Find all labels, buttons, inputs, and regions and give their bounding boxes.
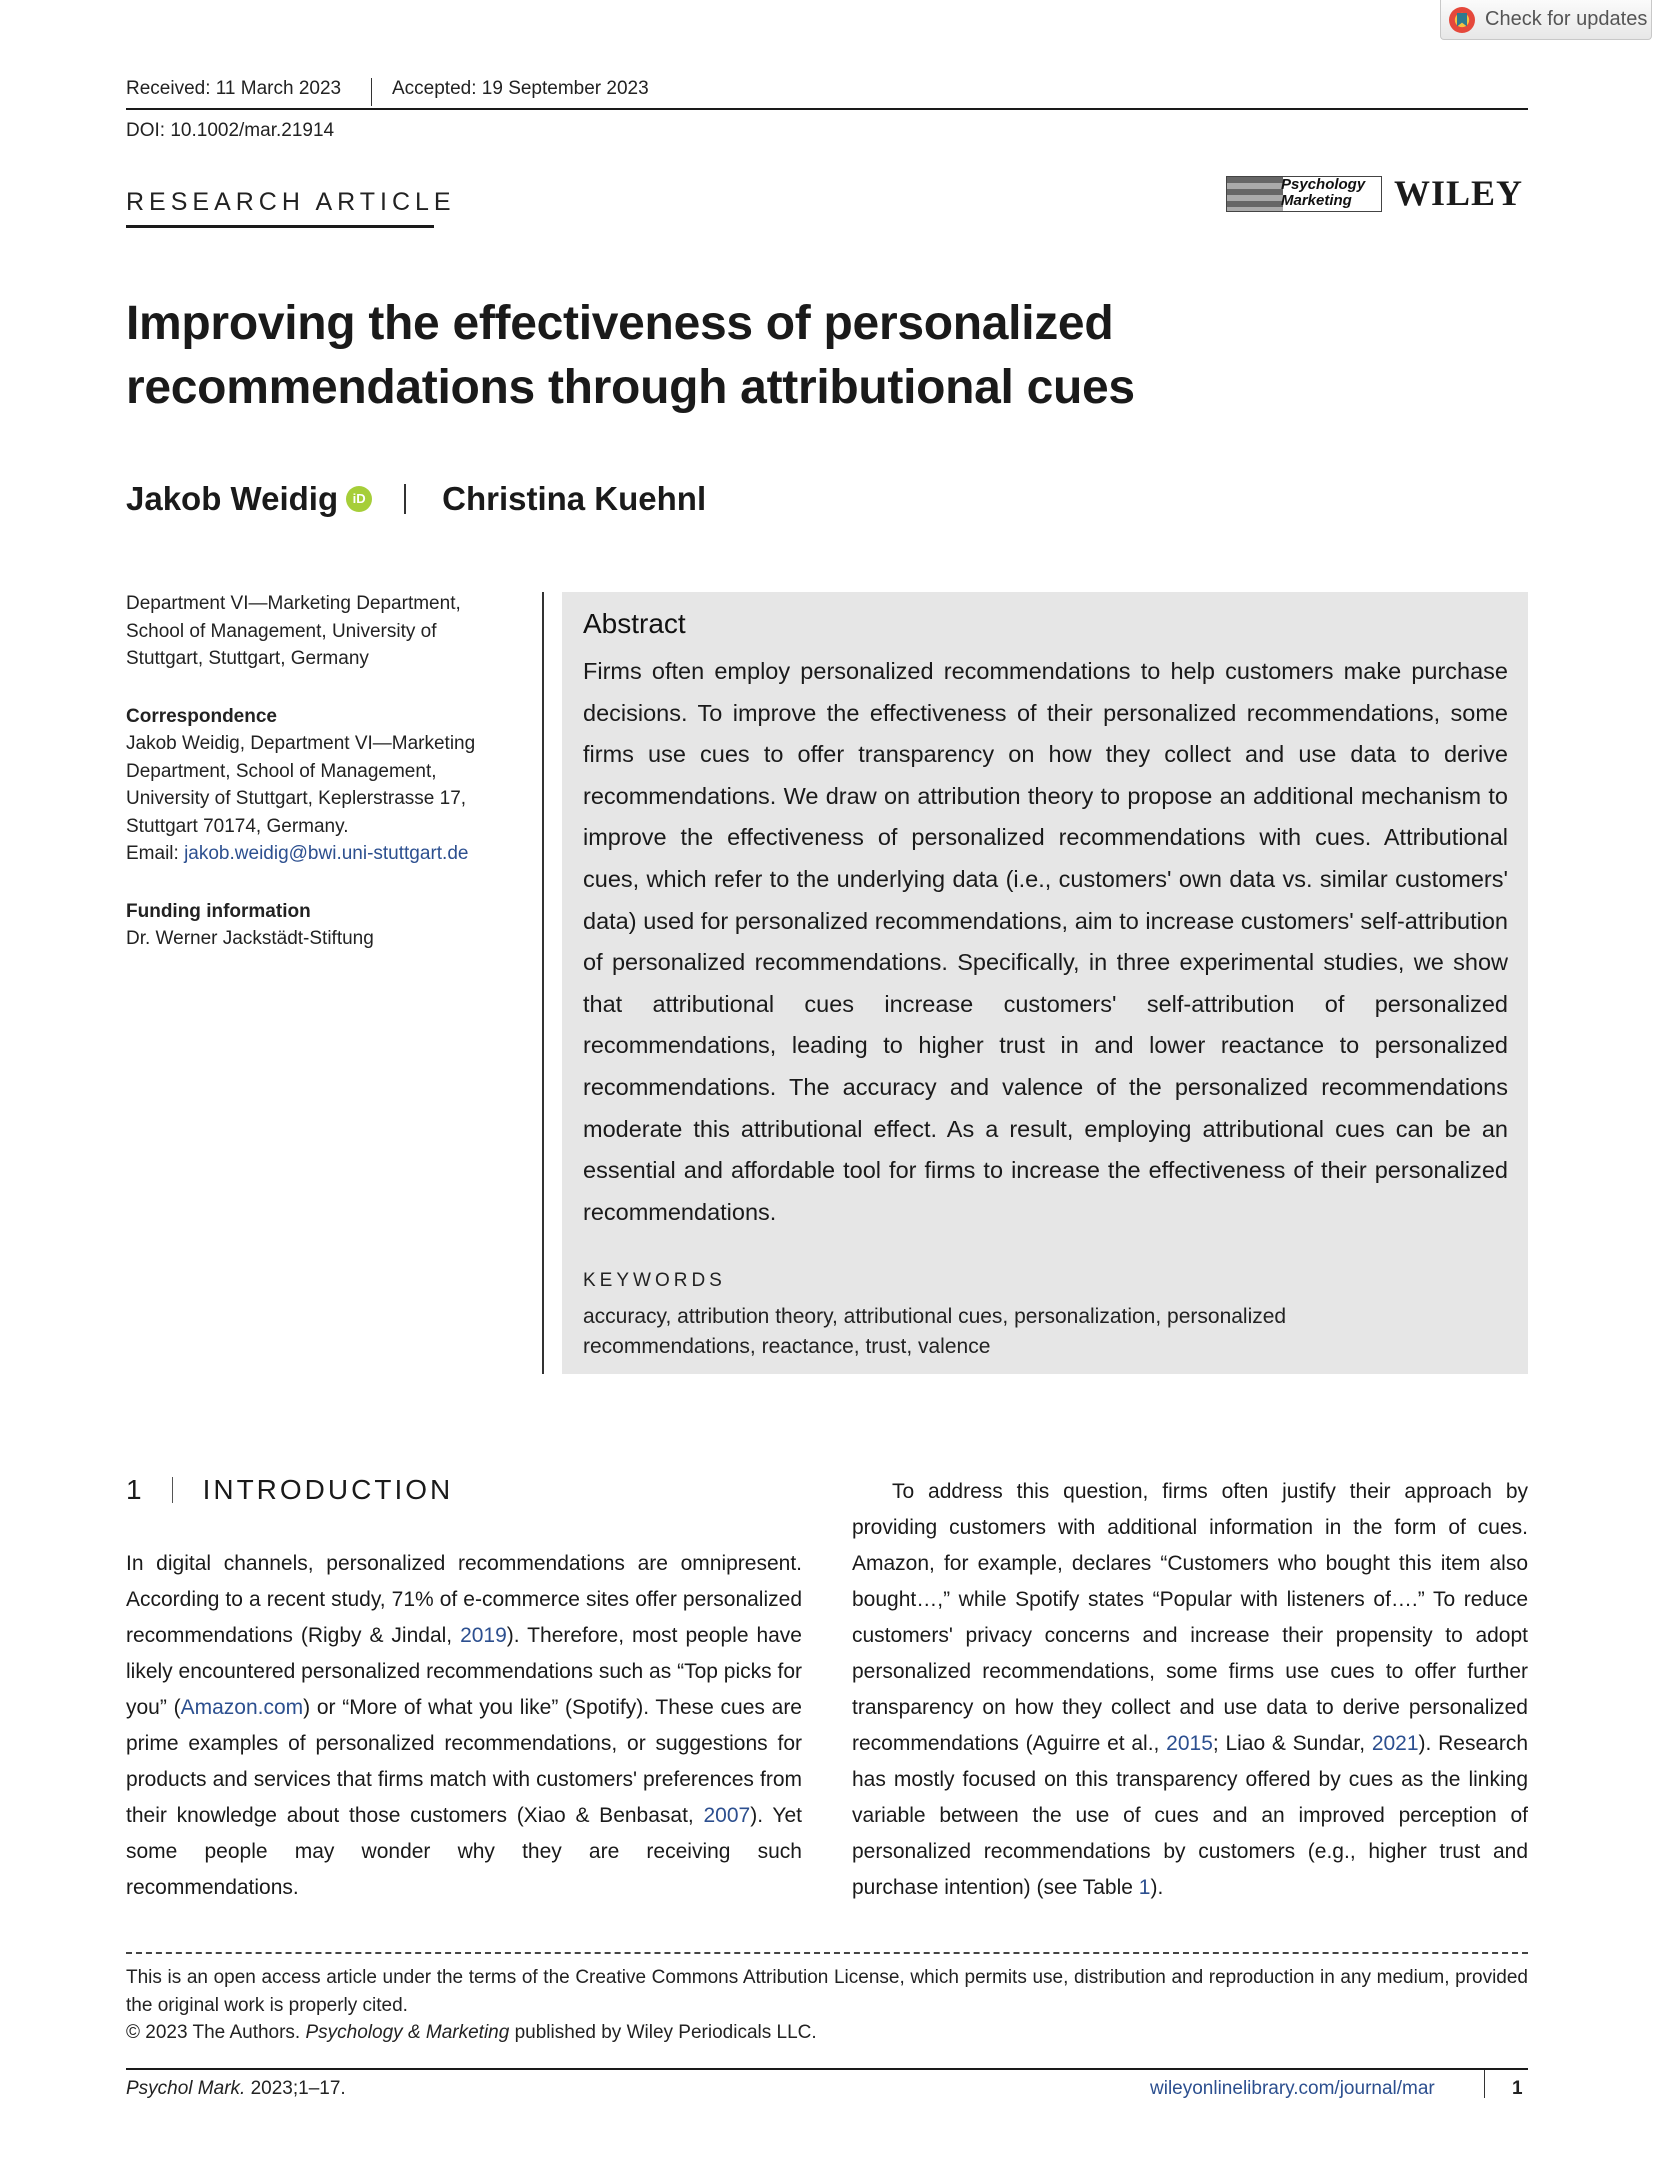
received-date: Received: 11 March 2023: [126, 78, 342, 99]
author-list: [126, 480, 706, 518]
abstract-heading: Abstract: [583, 608, 686, 639]
footnote-divider: [126, 1952, 1528, 1954]
correspondence-line: Jakob Weidig, Department VI—Marketing: [126, 733, 476, 754]
abstract-text: Firms often employ personalized recommendations to help customers make purchase decisions. To improve the effectiveness of their personalized recommendations, some firms use cues to offer transparency on how they collect and use data to derive recommendations. We draw on attribution theory to propose an additional mechanism to improve the effectiveness of personalized recommendations with cues. Attributional cues, which refer to the underlying data (i.e., customers' own data vs. similar customers' data) used for personalized recommendations, aim to increase customers' self-attribution of personalized recommendations. Specifically, in three experimental studies, we show that attributional cues increase customers' self-attribution of personalized recommendations, leading to higher trust in and lower reactance to personalized recommendations. The accuracy and valence of the personalized recommendations moderate this attributional effect. As a result, employing attributional cues can be an essential and affordable tool for firms to increase the effectiveness of their personalized recommendations.: [583, 658, 1508, 1225]
info-divider: [542, 592, 544, 1374]
check-for-updates-label: Check for updates: [1485, 8, 1648, 30]
article-type-underline: [126, 225, 434, 228]
affiliation-line: School of Management, University of: [126, 620, 437, 642]
author-link[interactable]: Jakob Weidig: [126, 480, 339, 517]
email-line: Email: jakob.weidig@bwi.uni-stuttgart.de: [126, 843, 469, 864]
journal-logo: [1226, 176, 1382, 212]
external-link[interactable]: Amazon.com: [180, 1696, 304, 1719]
keywords-text: accuracy, attribution theory, attributional cues, personalization, personalized recommendations, reactance, trust, valence: [583, 1305, 1287, 1358]
section-number: 1: [126, 1474, 142, 1505]
citation-link[interactable]: 2015: [1166, 1732, 1213, 1755]
logo-text: Psychology Marketing: [1281, 176, 1366, 209]
body-column-right: To address this question, firms often justify their approach by providing customers with additional information in the form of cues. Amazon, for example, declares “Customers who bought this item also bought…,” while Spotify states “Popular with listeners of….” To reduce customers' privacy concerns and increase their propensity to adopt personalized recommendations, some firms use cues to offer further transparency on how they collect and use data to derive personalized recommendations (Aguirre et al., 2015; Liao & Sundar, 2021). Research has mostly focused on this transparency offered by cues as the linking variable between the use of cues and an improved perception of personalized recommendations by customers (e.g., higher trust and purchase intention) (see Table 1).: [852, 1480, 1529, 1899]
email-link[interactable]: jakob.weidig@bwi.uni-stuttgart.de: [184, 843, 469, 864]
doi: DOI: 10.1002/mar.21914: [126, 120, 335, 141]
copyright-text: © 2023 The Authors. Psychology & Marketing published by Wiley Periodicals LLC.: [126, 2022, 817, 2043]
body-column-left: In digital channels, personalized recommendations are omnipresent. According to a recent study, 71% of e-commerce sites offer personalized recommendations (Rigby & Jindal, 2019). Therefore, most people have likely encountered personalized recommendations such as “Top picks for you” (Amazon.com) or “More of what you like” (Spotify). These cues are prime examples of personalized recommendations, or suggestions for products and services that firms match with customers' preferences from their knowledge about those customers (Xiao & Benbasat, 2007). Yet some people may wonder why they are receiving such recommendations.: [126, 1552, 802, 1899]
logo-bars-icon: [1227, 177, 1283, 212]
footer-rule: [126, 2068, 1528, 2070]
license-text: This is an open access article under the terms of the Creative Commons Attribution License, which permits use, distribution and reproduction in any medium, provided the original work is properly cited.: [126, 1967, 1528, 2016]
funding-text: Dr. Werner Jackstädt-Stiftung: [126, 928, 374, 949]
citation-link[interactable]: 2021: [1371, 1732, 1419, 1755]
affiliation-line: Department VI—Marketing Department,: [126, 593, 461, 614]
author-link[interactable]: Christina Kuehnl: [442, 480, 707, 517]
check-for-updates-button[interactable]: [1440, 0, 1652, 40]
correspondence-line: University of Stuttgart, Keplerstrasse 17,: [126, 788, 467, 809]
correspondence-heading: Correspondence: [126, 705, 277, 727]
publisher-logo: WILEY: [1394, 173, 1524, 213]
funding-heading: Funding information: [126, 900, 311, 922]
open-access-note: [126, 1964, 1528, 2047]
accepted-date: Accepted: 19 September 2023: [392, 78, 649, 99]
citation-link[interactable]: 2019: [460, 1624, 507, 1647]
section-title: INTRODUCTION: [202, 1474, 454, 1505]
article-type: RESEARCH ARTICLE: [126, 188, 456, 216]
correspondence-line: Department, School of Management,: [126, 760, 437, 782]
bookmark-icon: [1449, 7, 1475, 33]
journal-url-link[interactable]: wileyonlinelibrary.com/journal/mar: [1150, 2078, 1435, 2099]
citation-link[interactable]: 2007: [703, 1804, 751, 1827]
article-title: Improving the effectiveness of personalized recommendations through attributional cues: [126, 297, 1135, 414]
section-heading: [126, 1474, 453, 1506]
correspondence-line: Stuttgart 70174, Germany.: [126, 815, 349, 837]
footer-separator: [1484, 2070, 1485, 2098]
author-info: [126, 590, 506, 953]
page-number: 1: [1512, 2078, 1523, 2099]
keywords-heading: KEYWORDS: [583, 1270, 726, 1291]
orcid-icon[interactable]: iD: [346, 486, 372, 512]
author-separator: [404, 484, 406, 514]
table-link[interactable]: 1: [1138, 1876, 1151, 1899]
section-separator: [172, 1477, 173, 1503]
header-rule: [126, 108, 1528, 110]
header-separator: [371, 78, 372, 106]
affiliation-line: Stuttgart, Stuttgart, Germany: [126, 648, 369, 669]
journal-citation: Psychol Mark. 2023;1–17.: [126, 2078, 346, 2099]
